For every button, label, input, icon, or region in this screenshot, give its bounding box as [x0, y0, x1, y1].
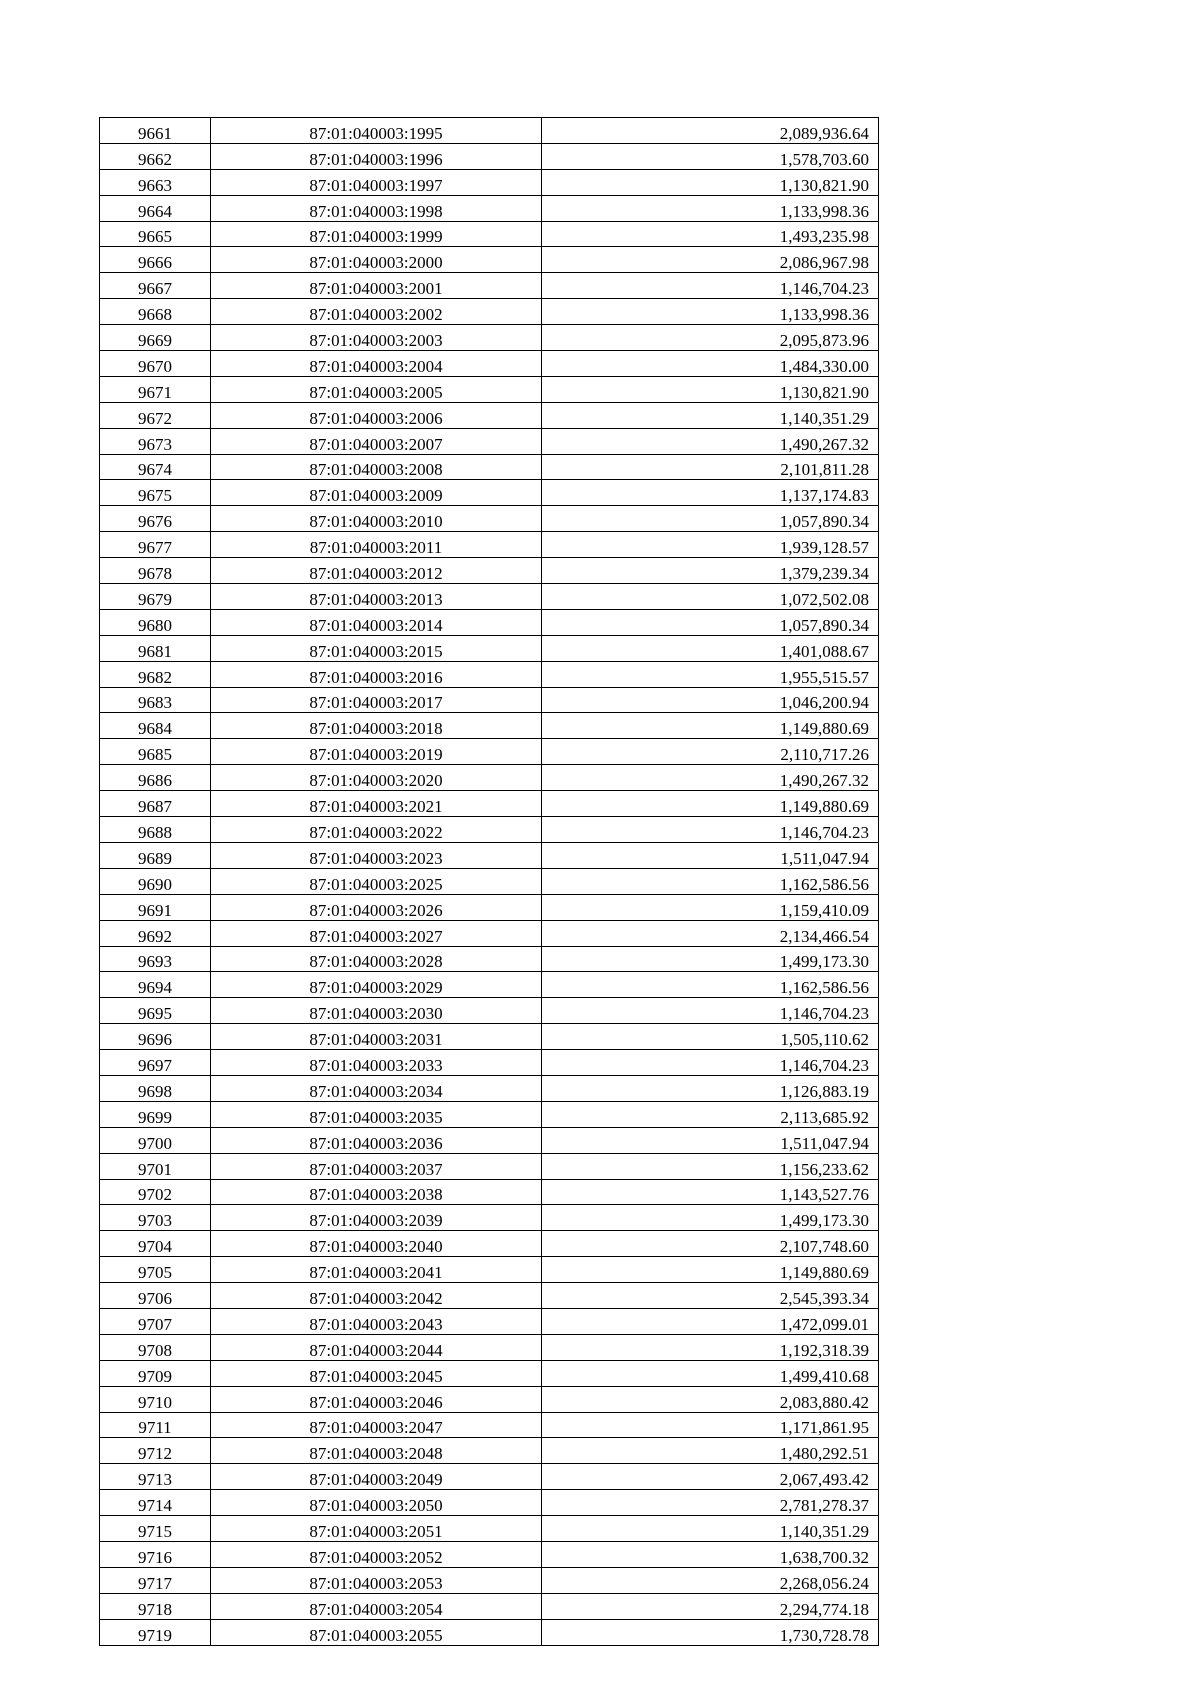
value-cell: 1,149,880.69 — [542, 713, 879, 739]
value-cell: 1,730,728.78 — [542, 1619, 879, 1645]
value-cell: 1,140,351.29 — [542, 402, 879, 428]
value-cell: 2,294,774.18 — [542, 1593, 879, 1619]
table-row — [100, 1438, 879, 1464]
row-number-cell: 9665 — [100, 221, 211, 247]
table-row — [100, 635, 879, 661]
row-number-cell: 9668 — [100, 299, 211, 325]
cadastral-number-cell: 87:01:040003:2045 — [211, 1360, 542, 1386]
cadastral-number-cell: 87:01:040003:2031 — [211, 1024, 542, 1050]
row-number-cell: 9663 — [100, 169, 211, 195]
value-cell: 1,133,998.36 — [542, 195, 879, 221]
row-number-cell: 9702 — [100, 1179, 211, 1205]
cadastral-number-cell: 87:01:040003:2041 — [211, 1257, 542, 1283]
cadastral-number-cell: 87:01:040003:2005 — [211, 376, 542, 402]
value-cell: 1,511,047.94 — [542, 842, 879, 868]
table-row — [100, 428, 879, 454]
row-number-cell: 9691 — [100, 894, 211, 920]
row-number-cell: 9688 — [100, 817, 211, 843]
row-number-cell: 9710 — [100, 1386, 211, 1412]
value-cell: 1,072,502.08 — [542, 584, 879, 610]
value-cell: 2,089,936.64 — [542, 118, 879, 144]
value-cell: 1,159,410.09 — [542, 894, 879, 920]
row-number-cell: 9669 — [100, 325, 211, 351]
table-row — [100, 739, 879, 765]
table-row — [100, 1412, 879, 1438]
value-cell: 1,480,292.51 — [542, 1438, 879, 1464]
cadastral-number-cell: 87:01:040003:2028 — [211, 946, 542, 972]
table-row — [100, 1619, 879, 1645]
value-cell: 1,156,233.62 — [542, 1153, 879, 1179]
table-row — [100, 221, 879, 247]
row-number-cell: 9671 — [100, 376, 211, 402]
cadastral-number-cell: 87:01:040003:2002 — [211, 299, 542, 325]
value-cell: 1,939,128.57 — [542, 532, 879, 558]
row-number-cell: 9697 — [100, 1050, 211, 1076]
table-row — [100, 998, 879, 1024]
cadastral-number-cell: 87:01:040003:2011 — [211, 532, 542, 558]
cadastral-number-cell: 87:01:040003:2017 — [211, 687, 542, 713]
value-cell: 2,781,278.37 — [542, 1490, 879, 1516]
table-row — [100, 1075, 879, 1101]
cadastral-number-cell: 87:01:040003:1998 — [211, 195, 542, 221]
row-number-cell: 9683 — [100, 687, 211, 713]
value-cell: 1,171,861.95 — [542, 1412, 879, 1438]
table-row — [100, 195, 879, 221]
value-cell: 1,146,704.23 — [542, 1050, 879, 1076]
value-cell: 1,146,704.23 — [542, 273, 879, 299]
cadastral-number-cell: 87:01:040003:2050 — [211, 1490, 542, 1516]
table-row — [100, 1541, 879, 1567]
table-row — [100, 661, 879, 687]
table-body — [100, 118, 879, 1646]
cadastral-number-cell: 87:01:040003:1995 — [211, 118, 542, 144]
table-row — [100, 609, 879, 635]
row-number-cell: 9674 — [100, 454, 211, 480]
table-row — [100, 351, 879, 377]
table-row — [100, 532, 879, 558]
cadastral-number-cell: 87:01:040003:2022 — [211, 817, 542, 843]
row-number-cell: 9705 — [100, 1257, 211, 1283]
table-row — [100, 687, 879, 713]
value-cell: 1,192,318.39 — [542, 1334, 879, 1360]
table-row — [100, 894, 879, 920]
row-number-cell: 9703 — [100, 1205, 211, 1231]
value-cell: 2,113,685.92 — [542, 1101, 879, 1127]
table-row — [100, 1593, 879, 1619]
row-number-cell: 9679 — [100, 584, 211, 610]
row-number-cell: 9714 — [100, 1490, 211, 1516]
table-row — [100, 817, 879, 843]
cadastral-number-cell: 87:01:040003:2054 — [211, 1593, 542, 1619]
table-row — [100, 1464, 879, 1490]
cadastral-number-cell: 87:01:040003:2008 — [211, 454, 542, 480]
cadastral-number-cell: 87:01:040003:2035 — [211, 1101, 542, 1127]
row-number-cell: 9676 — [100, 506, 211, 532]
value-cell: 1,162,586.56 — [542, 972, 879, 998]
table-row — [100, 143, 879, 169]
value-cell: 1,505,110.62 — [542, 1024, 879, 1050]
table-row — [100, 169, 879, 195]
row-number-cell: 9717 — [100, 1567, 211, 1593]
cadastral-number-cell: 87:01:040003:2012 — [211, 558, 542, 584]
cadastral-number-cell: 87:01:040003:2006 — [211, 402, 542, 428]
value-cell: 1,493,235.98 — [542, 221, 879, 247]
cadastral-number-cell: 87:01:040003:2010 — [211, 506, 542, 532]
row-number-cell: 9711 — [100, 1412, 211, 1438]
row-number-cell: 9694 — [100, 972, 211, 998]
table-row — [100, 1205, 879, 1231]
row-number-cell: 9700 — [100, 1127, 211, 1153]
value-cell: 1,046,200.94 — [542, 687, 879, 713]
value-cell: 2,545,393.34 — [542, 1283, 879, 1309]
cadastral-number-cell: 87:01:040003:2047 — [211, 1412, 542, 1438]
row-number-cell: 9715 — [100, 1516, 211, 1542]
value-cell: 1,511,047.94 — [542, 1127, 879, 1153]
table-row — [100, 1567, 879, 1593]
value-cell: 1,146,704.23 — [542, 817, 879, 843]
cadastral-number-cell: 87:01:040003:2015 — [211, 635, 542, 661]
cadastral-number-cell: 87:01:040003:2053 — [211, 1567, 542, 1593]
table-row — [100, 765, 879, 791]
cadastral-number-cell: 87:01:040003:2036 — [211, 1127, 542, 1153]
table-row — [100, 1050, 879, 1076]
table-row — [100, 1490, 879, 1516]
value-cell: 1,472,099.01 — [542, 1308, 879, 1334]
cadastral-number-cell: 87:01:040003:2038 — [211, 1179, 542, 1205]
cadastral-number-cell: 87:01:040003:2051 — [211, 1516, 542, 1542]
table-row — [100, 1334, 879, 1360]
row-number-cell: 9713 — [100, 1464, 211, 1490]
cadastral-number-cell: 87:01:040003:2020 — [211, 765, 542, 791]
value-cell: 2,134,466.54 — [542, 920, 879, 946]
value-cell: 1,137,174.83 — [542, 480, 879, 506]
row-number-cell: 9693 — [100, 946, 211, 972]
table-row — [100, 299, 879, 325]
row-number-cell: 9696 — [100, 1024, 211, 1050]
table-row — [100, 920, 879, 946]
data-table — [99, 117, 879, 1646]
table-row — [100, 480, 879, 506]
table-row — [100, 868, 879, 894]
cadastral-number-cell: 87:01:040003:2048 — [211, 1438, 542, 1464]
row-number-cell: 9716 — [100, 1541, 211, 1567]
table-row — [100, 1308, 879, 1334]
cadastral-number-cell: 87:01:040003:2000 — [211, 247, 542, 273]
table-row — [100, 584, 879, 610]
cadastral-number-cell: 87:01:040003:2042 — [211, 1283, 542, 1309]
cadastral-number-cell: 87:01:040003:2021 — [211, 791, 542, 817]
cadastral-number-cell: 87:01:040003:2013 — [211, 584, 542, 610]
cadastral-number-cell: 87:01:040003:2016 — [211, 661, 542, 687]
value-cell: 1,149,880.69 — [542, 1257, 879, 1283]
value-cell: 2,101,811.28 — [542, 454, 879, 480]
row-number-cell: 9661 — [100, 118, 211, 144]
value-cell: 1,499,173.30 — [542, 946, 879, 972]
row-number-cell: 9699 — [100, 1101, 211, 1127]
value-cell: 1,149,880.69 — [542, 791, 879, 817]
value-cell: 1,484,330.00 — [542, 351, 879, 377]
cadastral-number-cell: 87:01:040003:2019 — [211, 739, 542, 765]
cadastral-number-cell: 87:01:040003:2023 — [211, 842, 542, 868]
value-cell: 1,057,890.34 — [542, 506, 879, 532]
cadastral-number-cell: 87:01:040003:2055 — [211, 1619, 542, 1645]
value-cell: 2,110,717.26 — [542, 739, 879, 765]
cadastral-number-cell: 87:01:040003:2018 — [211, 713, 542, 739]
table-row — [100, 1101, 879, 1127]
row-number-cell: 9695 — [100, 998, 211, 1024]
row-number-cell: 9689 — [100, 842, 211, 868]
row-number-cell: 9672 — [100, 402, 211, 428]
cadastral-number-cell: 87:01:040003:2030 — [211, 998, 542, 1024]
value-cell: 2,067,493.42 — [542, 1464, 879, 1490]
value-cell: 1,499,173.30 — [542, 1205, 879, 1231]
table-row — [100, 1257, 879, 1283]
table-row — [100, 402, 879, 428]
cadastral-number-cell: 87:01:040003:2029 — [211, 972, 542, 998]
row-number-cell: 9677 — [100, 532, 211, 558]
value-cell: 1,130,821.90 — [542, 169, 879, 195]
value-cell: 1,578,703.60 — [542, 143, 879, 169]
cadastral-number-cell: 87:01:040003:2025 — [211, 868, 542, 894]
table-row — [100, 791, 879, 817]
table-row — [100, 1153, 879, 1179]
value-cell: 1,638,700.32 — [542, 1541, 879, 1567]
cadastral-number-cell: 87:01:040003:2026 — [211, 894, 542, 920]
table-row — [100, 1283, 879, 1309]
row-number-cell: 9707 — [100, 1308, 211, 1334]
row-number-cell: 9709 — [100, 1360, 211, 1386]
row-number-cell: 9670 — [100, 351, 211, 377]
value-cell: 1,143,527.76 — [542, 1179, 879, 1205]
value-cell: 1,490,267.32 — [542, 428, 879, 454]
table-row — [100, 247, 879, 273]
row-number-cell: 9664 — [100, 195, 211, 221]
table-row — [100, 506, 879, 532]
value-cell: 1,955,515.57 — [542, 661, 879, 687]
row-number-cell: 9718 — [100, 1593, 211, 1619]
row-number-cell: 9706 — [100, 1283, 211, 1309]
table-row — [100, 1127, 879, 1153]
row-number-cell: 9701 — [100, 1153, 211, 1179]
value-cell: 2,083,880.42 — [542, 1386, 879, 1412]
value-cell: 2,086,967.98 — [542, 247, 879, 273]
value-cell: 1,490,267.32 — [542, 765, 879, 791]
cadastral-number-cell: 87:01:040003:1997 — [211, 169, 542, 195]
row-number-cell: 9673 — [100, 428, 211, 454]
row-number-cell: 9712 — [100, 1438, 211, 1464]
row-number-cell: 9667 — [100, 273, 211, 299]
cadastral-number-cell: 87:01:040003:1999 — [211, 221, 542, 247]
value-cell: 1,162,586.56 — [542, 868, 879, 894]
row-number-cell: 9681 — [100, 635, 211, 661]
cadastral-number-cell: 87:01:040003:2039 — [211, 1205, 542, 1231]
cadastral-number-cell: 87:01:040003:2001 — [211, 273, 542, 299]
value-cell: 1,379,239.34 — [542, 558, 879, 584]
value-cell: 1,133,998.36 — [542, 299, 879, 325]
row-number-cell: 9704 — [100, 1231, 211, 1257]
table-row — [100, 118, 879, 144]
row-number-cell: 9680 — [100, 609, 211, 635]
value-cell: 2,095,873.96 — [542, 325, 879, 351]
table-row — [100, 1386, 879, 1412]
cadastral-number-cell: 87:01:040003:2007 — [211, 428, 542, 454]
value-cell: 1,126,883.19 — [542, 1075, 879, 1101]
value-cell: 1,140,351.29 — [542, 1516, 879, 1542]
cadastral-number-cell: 87:01:040003:2040 — [211, 1231, 542, 1257]
table-row — [100, 842, 879, 868]
row-number-cell: 9678 — [100, 558, 211, 584]
table-row — [100, 1231, 879, 1257]
value-cell: 1,057,890.34 — [542, 609, 879, 635]
table-row — [100, 558, 879, 584]
row-number-cell: 9662 — [100, 143, 211, 169]
cadastral-number-cell: 87:01:040003:1996 — [211, 143, 542, 169]
value-cell: 1,130,821.90 — [542, 376, 879, 402]
row-number-cell: 9687 — [100, 791, 211, 817]
cadastral-number-cell: 87:01:040003:2009 — [211, 480, 542, 506]
row-number-cell: 9666 — [100, 247, 211, 273]
row-number-cell: 9685 — [100, 739, 211, 765]
row-number-cell: 9719 — [100, 1619, 211, 1645]
table-row — [100, 946, 879, 972]
row-number-cell: 9684 — [100, 713, 211, 739]
cadastral-number-cell: 87:01:040003:2046 — [211, 1386, 542, 1412]
row-number-cell: 9682 — [100, 661, 211, 687]
table-row — [100, 713, 879, 739]
cadastral-number-cell: 87:01:040003:2043 — [211, 1308, 542, 1334]
cadastral-number-cell: 87:01:040003:2049 — [211, 1464, 542, 1490]
table-row — [100, 325, 879, 351]
table-row — [100, 1516, 879, 1542]
cadastral-number-cell: 87:01:040003:2027 — [211, 920, 542, 946]
table-row — [100, 454, 879, 480]
table-row — [100, 376, 879, 402]
table-row — [100, 1179, 879, 1205]
table-row — [100, 972, 879, 998]
value-cell: 2,107,748.60 — [542, 1231, 879, 1257]
cadastral-number-cell: 87:01:040003:2004 — [211, 351, 542, 377]
value-cell: 1,401,088.67 — [542, 635, 879, 661]
table-row — [100, 273, 879, 299]
row-number-cell: 9708 — [100, 1334, 211, 1360]
cadastral-number-cell: 87:01:040003:2034 — [211, 1075, 542, 1101]
table-row — [100, 1360, 879, 1386]
row-number-cell: 9690 — [100, 868, 211, 894]
cadastral-number-cell: 87:01:040003:2037 — [211, 1153, 542, 1179]
cadastral-number-cell: 87:01:040003:2052 — [211, 1541, 542, 1567]
row-number-cell: 9675 — [100, 480, 211, 506]
cadastral-number-cell: 87:01:040003:2003 — [211, 325, 542, 351]
row-number-cell: 9686 — [100, 765, 211, 791]
cadastral-number-cell: 87:01:040003:2014 — [211, 609, 542, 635]
value-cell: 1,499,410.68 — [542, 1360, 879, 1386]
cadastral-number-cell: 87:01:040003:2044 — [211, 1334, 542, 1360]
cadastral-number-cell: 87:01:040003:2033 — [211, 1050, 542, 1076]
value-cell: 1,146,704.23 — [542, 998, 879, 1024]
row-number-cell: 9698 — [100, 1075, 211, 1101]
table-row — [100, 1024, 879, 1050]
row-number-cell: 9692 — [100, 920, 211, 946]
value-cell: 2,268,056.24 — [542, 1567, 879, 1593]
